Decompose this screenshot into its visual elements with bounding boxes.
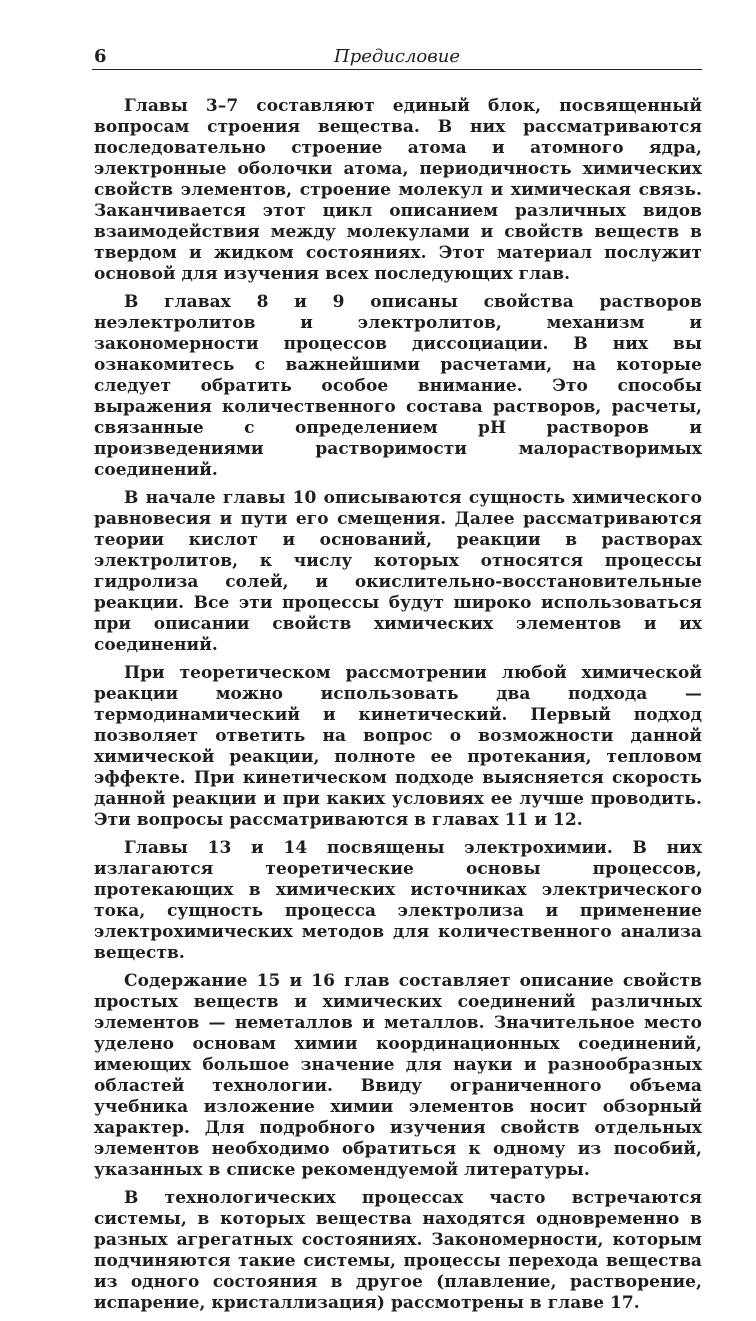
header-rule (92, 69, 702, 70)
page-number: 6 (94, 46, 107, 67)
paragraph-chapter-17: В технологических процессах часто встречаются системы, в которых вещества находятся одновременно в разных агрегатных состояниях. Закономерности, которым подчиняются такие системы, процессы перехода вещества из одного состояния в другое (плавление, растворение, испарение, кристаллизация) рассмотрены в главе 17. (94, 1188, 702, 1313)
paragraph-chapters-8-9: В главах 8 и 9 описаны свойства растворов неэлектролитов и электролитов, механизм и закономерности процессов диссоциации. В них вы ознакомитесь с важнейшими расчетами, на которые следует обратить особое внимание. Это способы выражения количественного состава растворов, расчеты, связанные с определением pH растворов и произведениями растворимости малорастворимых соединений. (94, 292, 702, 480)
page-header (92, 44, 702, 72)
running-title: Предисловие (334, 46, 460, 67)
paragraph-chapters-11-12: При теоретическом рассмотрении любой химической реакции можно использовать два подхода — термодинамический и кинетический. Первый подход позволяет ответить на вопрос о возможности данной химической реакции, полноте ее протекания, тепловом эффекте. При кинетическом подходе выясняется скорость данной реакции и при каких условиях ее лучше проводить. Эти вопросы рассматриваются в главах 11 и 12. (94, 663, 702, 830)
paragraph-chapter-10: В начале главы 10 описываются сущность химического равновесия и пути его смещения. Далее рассматриваются теории кислот и оснований, реакции в растворах электролитов, к числу которых относятся процессы гидролиза солей, и окислительно-восстановительные реакции. Все эти процессы будут широко использоваться при описании свойств химических элементов и их соединений. (94, 488, 702, 655)
paragraph-chapters-3-7: Главы 3–7 составляют единый блок, посвященный вопросам строения вещества. В них рассматриваются последовательно строение атома и атомного ядра, электронные оболочки атома, периодичность химических свойств элементов, строение молекул и химическая связь. Заканчивается этот цикл описанием различных видов взаимодействия между молекулами и свойств веществ в твердом и жидком состояниях. Этот материал послужит основой для изучения всех последующих глав. (94, 96, 702, 284)
body-text (94, 96, 702, 1321)
paragraph-chapters-13-14: Главы 13 и 14 посвящены электрохимии. В них излагаются теоретические основы процессов, протекающих в химических источниках электрического тока, сущность процесса электролиза и применение электрохимических методов для количественного анализа веществ. (94, 838, 702, 963)
paragraph-chapters-15-16: Содержание 15 и 16 глав составляет описание свойств простых веществ и химических соединений различных элементов — неметаллов и металлов. Значительное место уделено основам химии координационных соединений, имеющих большое значение для науки и разнообразных областей технологии. Ввиду ограниченного объема учебника изложение химии элементов носит обзорный характер. Для подробного изучения свойств отдельных элементов необходимо обратиться к одному из пособий, указанных в списке рекомендуемой литературы. (94, 971, 702, 1180)
